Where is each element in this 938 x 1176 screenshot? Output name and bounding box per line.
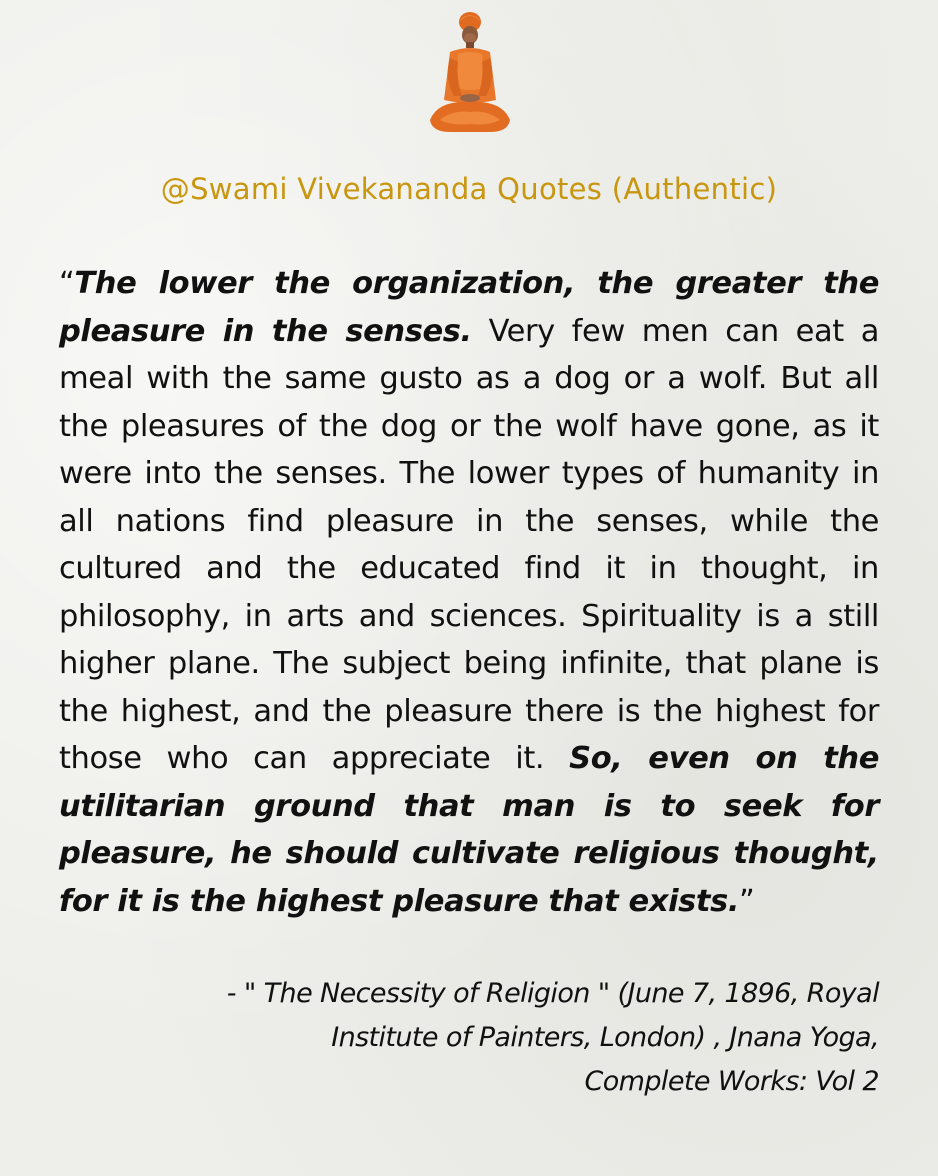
source-line-1: - " The Necessity of Religion " (June 7, 1896, Royal bbox=[226, 978, 879, 1009]
quote-source bbox=[119, 972, 879, 1104]
account-handle: @Swami Vivekananda Quotes (Authentic) bbox=[160, 172, 778, 206]
quote-body: Very few men can eat a meal with the same gusto as a dog or a wolf. But all the pleasures of the dog or the wolf have gone, as it were into the senses. The lower types of humanity in all nations find pleasure in the senses, while the cultured and the educated find it in thought, in philosophy, in arts and sciences. Spirituality is a still higher plane. The subject being infinite, that plane is the highest, and the pleasure there is the highest for those who can appreciate it. bbox=[59, 313, 879, 776]
source-line-2: Institute of Painters, London) , Jnana Yoga, bbox=[331, 1022, 879, 1053]
quote-bold-start: The lower the organization, the greater the pleasure in the senses. bbox=[59, 266, 879, 349]
open-quote-mark: “ bbox=[59, 266, 75, 301]
source-line-3: Complete Works: Vol 2 bbox=[584, 1066, 879, 1097]
portrait-image bbox=[428, 8, 512, 136]
quote-text bbox=[59, 260, 879, 925]
quote-bold-end: So, even on the utilitarian ground that man is to seek for pleasure, he should cultivate religious thought, for it is the highest pleasure that exists. bbox=[59, 741, 879, 919]
close-quote-mark: ” bbox=[739, 883, 755, 919]
